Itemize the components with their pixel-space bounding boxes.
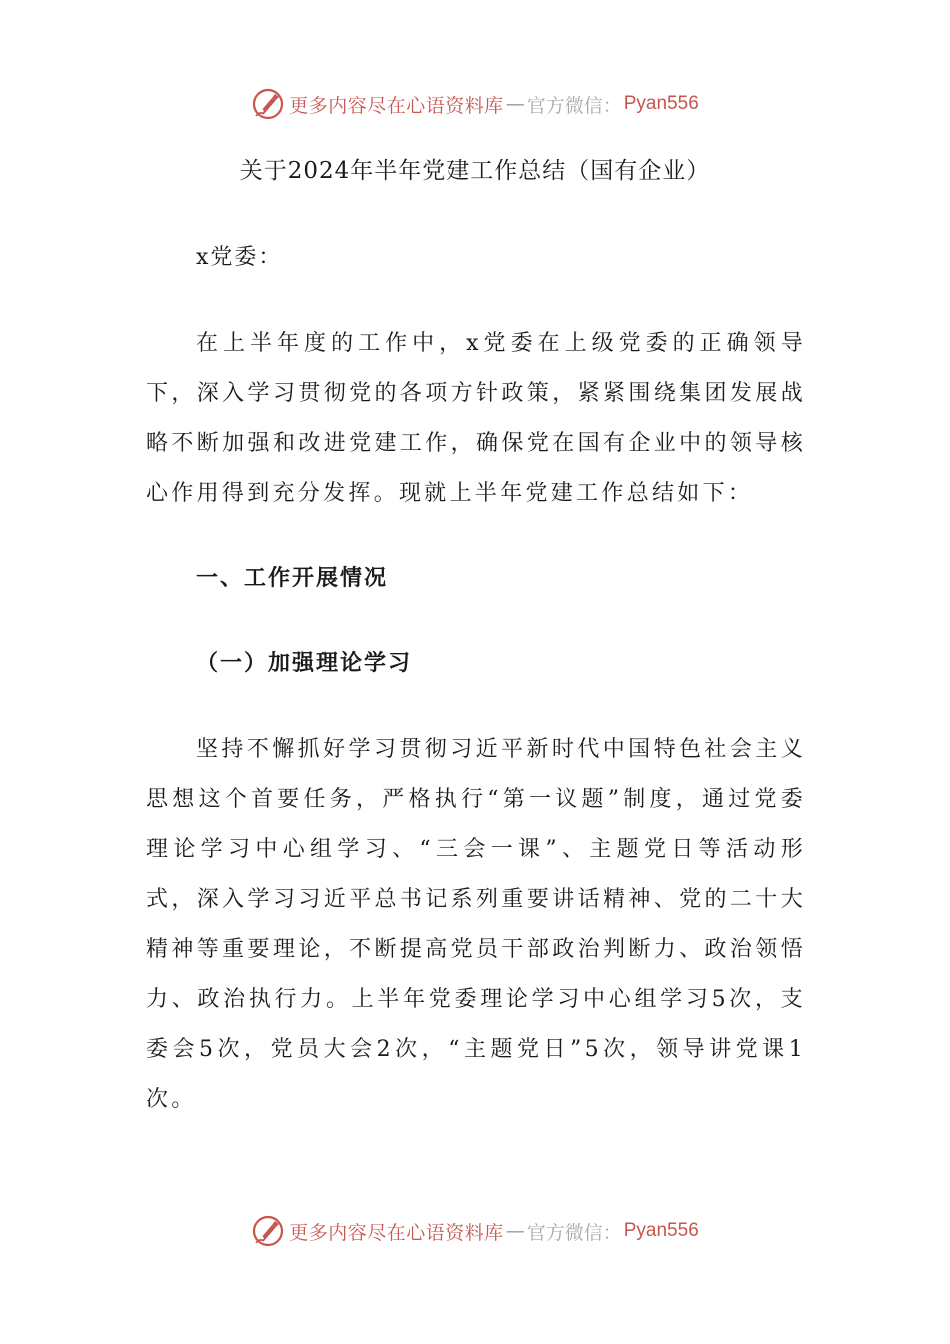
watermark-wechat-id: Pyan556 [623,93,699,114]
watermark-text: 更多内容尽在心语资料库 [289,94,504,117]
footer-watermark [0,1211,950,1251]
pen-nib-logo-icon [251,1214,285,1248]
watermark-dash: — [505,93,525,115]
page-title: 关于2024年半年党建工作总结（国有企业） [239,158,711,184]
pen-nib-logo-icon [251,87,285,121]
watermark-wechat-label: 官方微信： [526,94,622,117]
header-watermark [0,84,950,124]
salutation: x党委： [196,245,283,270]
watermark-text: 更多内容尽在心语资料库 [289,1221,504,1244]
intro-paragraph: 在上半年度的工作中，x党委在上级党委的正确领导下，深入学习贯彻党的各项方针政策，紧紧围绕集团发展战略不断加强和改进党建工作，确保党在国有企业中的领导核心作用得到充分发挥。现就上半年党建工作总结如下： [146,331,806,506]
section-heading: 一、工作开展情况 [196,566,389,591]
watermark-wechat-label: 官方微信： [526,1221,622,1244]
subsection-paragraph: 坚持不懈抓好学习贯彻习近平新时代中国特色社会主义思想这个首要任务，严格执行“第一议题”制度，通过党委理论学习中心组学习、“三会一课”、主题党日等活动形式，深入学习习近平总书记系列重要讲话精神、党的二十大精神等重要理论，不断提高党员干部政治判断力、政治领悟力、政治执行力。上半年党委理论学习中心组学习5次，支委会5次，党员大会2次，“主题党日”5次，领导讲党课1次。 [146,737,806,1112]
subsection-heading: （一）加强理论学习 [196,651,413,676]
watermark-dash: — [505,1220,525,1242]
watermark-wechat-id: Pyan556 [623,1220,699,1241]
